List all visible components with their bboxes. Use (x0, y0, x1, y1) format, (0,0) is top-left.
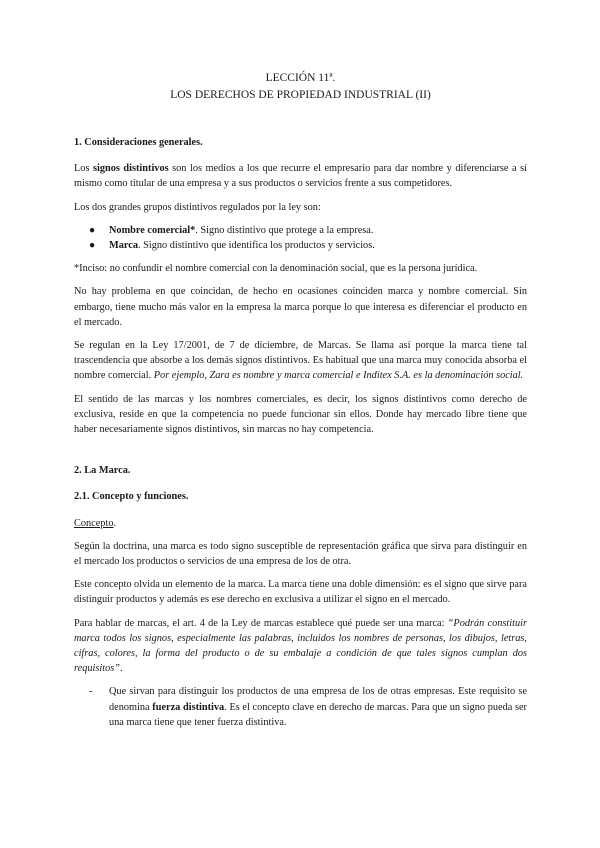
paragraph-signos-distintivos (74, 161, 527, 191)
section-2-1-heading: 2.1. Concepto y funciones. (74, 491, 189, 503)
text: Para hablar de marcas, el art. 4 de la Ley de marcas establece qué puede ser una marca: (74, 617, 448, 629)
lesson-number: LECCIÓN 11ª. (265, 72, 336, 84)
text: . (113, 517, 117, 529)
text: . Signo distintivo que identifica los productos y servicios. (137, 240, 375, 252)
text: . (119, 663, 123, 675)
paragraph-ley-marcas (74, 338, 527, 384)
concepto-label (74, 516, 527, 531)
paragraph-art-4 (74, 616, 527, 677)
list-item (74, 223, 527, 238)
bold-term: fuerza distintiva (152, 701, 225, 713)
text: . Es el concepto clave en derecho de marcas. Para que un signo pueda ser una marca tiene que tener fuerza distintiva. (109, 701, 527, 728)
text: son los medios a los que recurre el empresario para dar nombre y diferenciarse a sí mismo como titular de una empresa y a sus productos o servicios frente a sus competidores. (74, 163, 527, 190)
spacer (74, 445, 527, 463)
text: . Signo distintivo que protege a la empresa. (195, 224, 374, 236)
bullet-icon: ● (89, 240, 96, 252)
section-2-heading: 2. La Marca. (74, 465, 131, 477)
bold-term: Marca (109, 240, 138, 252)
dash-list-item (74, 684, 527, 730)
paragraph-sentido: El sentido de las marcas y los nombres comerciales, es decir, los signos distintivos como derecho de exclusiva, reside en que la competencia no puede funcionar sin ellos. Donde hay mercado libre tiene que haber necesariamente signos distintivos, sin marcas no hay competencia. (74, 393, 527, 436)
italic-example: Por ejemplo, Zara es nombre y marca comercial e Inditex S.A. es la denominación social. (153, 370, 524, 382)
paragraph-doctrina: Según la doctrina, una marca es todo signo susceptible de representación gráfica que sirva para distinguir en el mercado los productos o servicios de una empresa de los de otra. (74, 540, 527, 568)
bold-term: Nombre comercial* (109, 224, 196, 236)
bullet-icon: ● (89, 224, 96, 236)
lesson-title: LOS DERECHOS DE PROPIEDAD INDUSTRIAL (II) (170, 89, 431, 101)
section-1-heading: 1. Consideraciones generales. (74, 137, 203, 148)
paragraph-doble-dimension: Este concepto olvida un elemento de la marca. La marca tiene una doble dimensión: es el signo que sirve para distinguir productos y además es ese derecho en exclusiva a utilizar el signo en el mercado. (74, 579, 527, 606)
text: Los (74, 163, 93, 175)
paragraph-inciso: *Inciso: no confundir el nombre comercial con la denominación social, que es la persona jurídica. (74, 263, 478, 275)
bullet-list (74, 223, 527, 253)
dash-icon: - (89, 686, 93, 698)
list-item (74, 238, 527, 253)
italic-quote: “Podrán constituir marca todos los signos, especialmente las palabras, incluidos los nombres de personas, los dibujos, letras, cifras, colores, la forma del producto o de su embalaje a condición de que tales signos cumplan dos requisitos” (74, 617, 528, 675)
document-title (74, 70, 527, 104)
underlined-label: Concepto (74, 517, 114, 529)
bold-term: signos distintivos (92, 163, 169, 175)
text: Se regulan en la Ley 17/2001, de 7 de diciembre, de Marcas. Se llama así porque la marca tiene tal trascendencia que absorbe a los demás signos distintivos. Es habitual que una marca muy conocida absorba el nombre comercial. (74, 340, 527, 382)
text: Que sirvan para distinguir los productos de una empresa de los de otras empresas. Este requisito se denomina (109, 686, 527, 713)
paragraph-grupos: Los dos grandes grupos distintivos regulados por la ley son: (74, 201, 321, 213)
paragraph-coincidencia: No hay problema en que coincidan, de hecho en ocasiones coinciden marca y nombre comercial. Sin embargo, tiene mucho más valor en la empresa la marca porque lo que interesa es diferenciar el producto en el mercado. (74, 286, 527, 328)
document-page (74, 70, 527, 738)
